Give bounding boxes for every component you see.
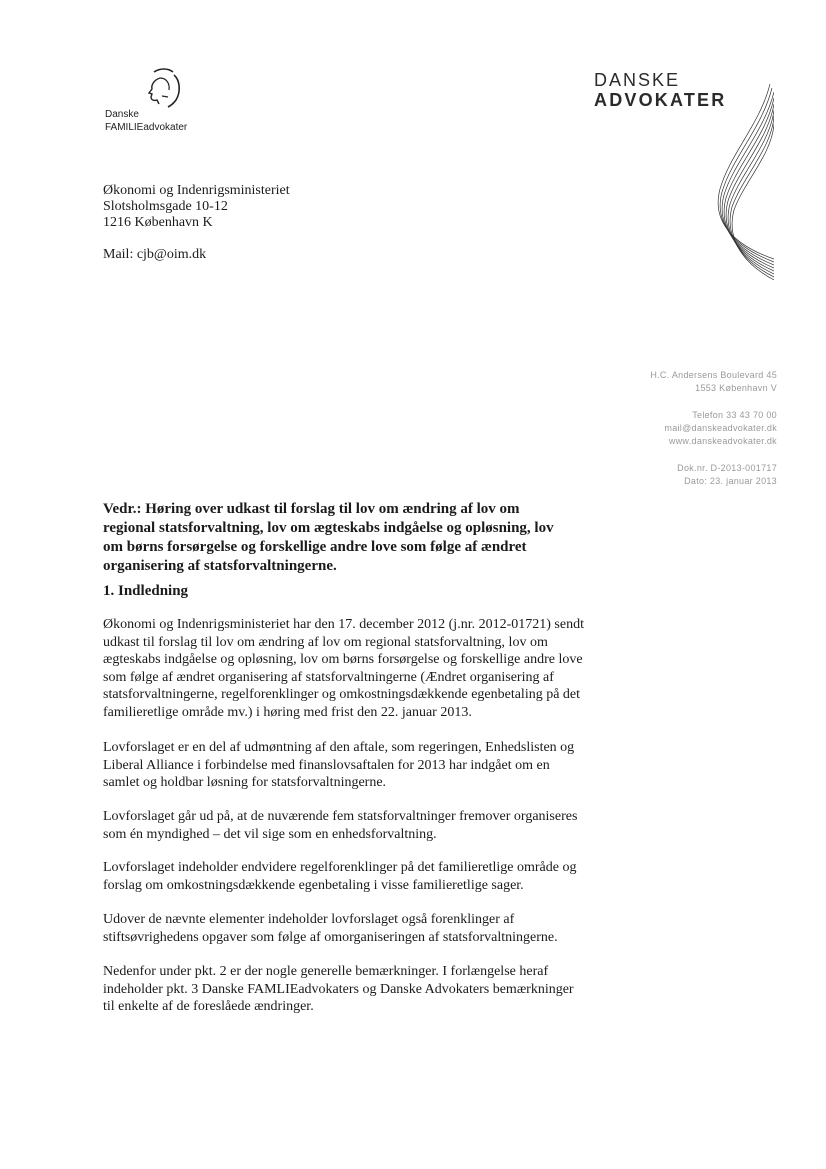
paragraph-simplifications <box>103 859 603 894</box>
paragraph-line: til enkelte af de foreslåede ændringer. <box>103 999 314 1014</box>
section-heading: 1. Indledning <box>103 583 189 599</box>
paragraph-line: udkast til forslag til lov om ændring af lov om regional statsforvaltning, lov om <box>103 634 548 650</box>
recipient-city: 1216 København K <box>103 215 213 230</box>
sender-address-line2: 1553 København V <box>695 383 777 393</box>
recipient-mail: Mail: cjb@oim.dk <box>103 247 207 262</box>
recipient-street: Slotsholmsgade 10-12 <box>103 199 228 214</box>
swoosh-lines-icon <box>690 84 774 284</box>
paragraph-line: Lovforslaget går ud på, at de nuværende fem statsforvaltninger fremover organiseres <box>103 809 578 824</box>
paragraph-line: indeholder pkt. 3 Danske FAMLIEadvokaters og Danske Advokaters bemærkninger <box>103 981 574 997</box>
paragraph-overview <box>103 963 603 1016</box>
famlie-advokater-logo <box>102 66 222 146</box>
paragraph-intro <box>103 616 603 721</box>
paragraph-line: Økonomi og Indenrigsministeriet har den 17. december 2012 (j.nr. 2012-01721) sendt <box>103 617 584 632</box>
logo-line-danske: Danske <box>105 109 139 120</box>
document-date: Dato: 23. januar 2013 <box>684 476 777 486</box>
logo-word-danske: DANSKE <box>594 70 681 90</box>
paragraph-line: Lovforslaget indeholder endvidere regelforenklinger på det familieretlige område og <box>103 860 577 875</box>
paragraph-organisation <box>103 808 603 843</box>
sender-web: www.danskeadvokater.dk <box>668 436 777 446</box>
recipient-name: Økonomi og Indenrigsministeriet <box>103 183 290 198</box>
paragraph-agreement <box>103 739 603 792</box>
logo-line-familieadvokater: FAMILIEadvokater <box>105 122 188 133</box>
paragraph-line: ægteskabs indgåelse og opløsning, lov om børns forsørgelse og forskellige andre love <box>103 652 583 667</box>
paragraph-line: Liberal Alliance i forbindelse med finanslovsaftalen for 2013 har indgået om en <box>103 757 550 773</box>
paragraph-line: Udover de nævnte elementer indeholder lovforslaget også forenklinger af <box>103 912 515 927</box>
paragraph-line: Lovforslaget er en del af udmøntning af den aftale, som regeringen, Enhedslisten og <box>103 740 575 755</box>
paragraph-line: stiftsøvrighedens opgaver som følge af omorganiseringen af statsforvaltningerne. <box>103 929 558 945</box>
subject-line: om børns forsørgelse og forskellige andre love som følge af ændret <box>103 539 527 555</box>
sender-address-line1: H.C. Andersens Boulevard 45 <box>650 370 777 380</box>
document-number: Dok.nr. D-2013-001717 <box>677 463 777 473</box>
logo-word-advokater: ADVOKATER <box>594 90 727 110</box>
sender-info <box>650 369 777 488</box>
paragraph-line: statsforvaltningerne, regelforenklinger og omkostningsdækkende egenbetaling på det <box>103 687 581 702</box>
subject-heading <box>103 500 603 576</box>
sender-email: mail@danskeadvokater.dk <box>664 423 777 433</box>
paragraph-line: forslag om omkostningsdækkende egenbetaling i visse familieretlige sager. <box>103 877 524 893</box>
head-profile-icon <box>140 66 190 111</box>
paragraph-line: samlet og holdbar løsning for statsforvaltningerne. <box>103 775 387 790</box>
subject-line: regional statsforvaltning, lov om ægteskabs indgåelse og opløsning, lov <box>103 520 554 536</box>
sender-phone: Telefon 33 43 70 00 <box>692 410 777 420</box>
subject-line: Vedr.: Høring over udkast til forslag til lov om ændring af lov om <box>103 501 520 517</box>
paragraph-line: Nedenfor under pkt. 2 er der nogle generelle bemærkninger. I forlængelse heraf <box>103 964 549 979</box>
danske-advokater-logo <box>594 70 784 280</box>
paragraph-line: som én myndighed – det vil sige som en enhedsforvaltning. <box>103 826 437 842</box>
recipient-address <box>103 183 290 231</box>
paragraph-diocese <box>103 911 603 946</box>
paragraph-line: som følge af ændret organisering af statsforvaltningerne (Ændret organisering af <box>103 669 554 685</box>
subject-line: organisering af statsforvaltningerne. <box>103 558 337 574</box>
paragraph-line: familieretlige område mv.) i høring med frist den 22. januar 2013. <box>103 704 472 720</box>
